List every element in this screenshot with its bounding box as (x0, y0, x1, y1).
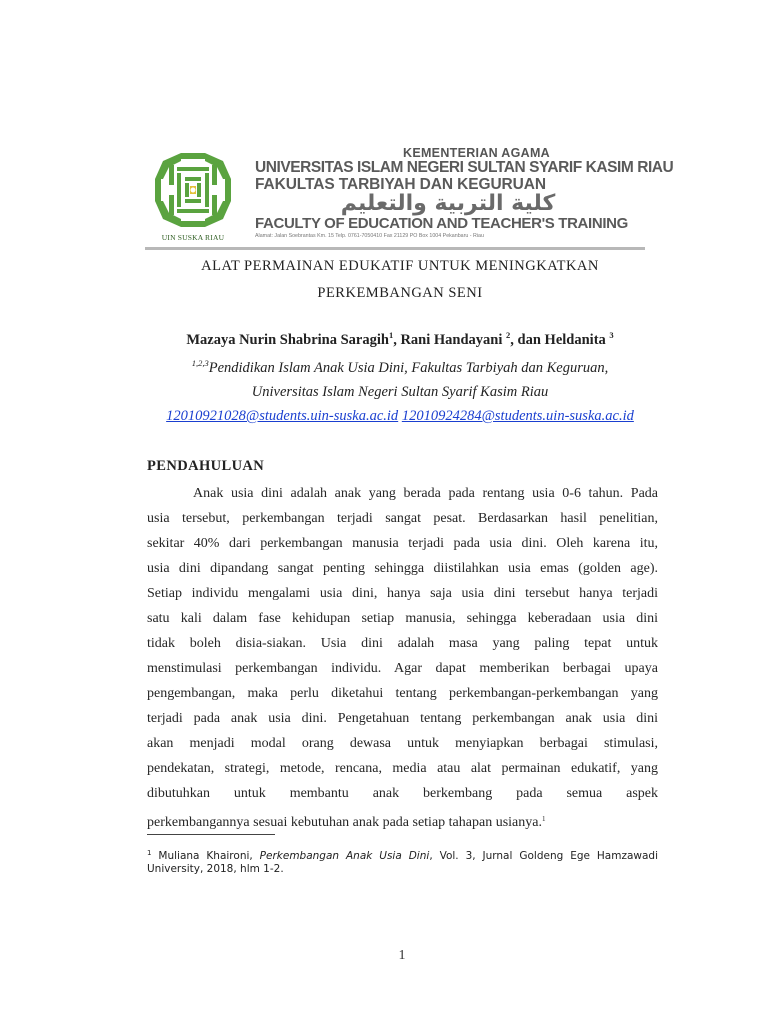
paper-title-line-1: ALAT PERMAINAN EDUKATIF UNTUK MENINGKATKAN (201, 258, 599, 274)
letterhead-divider (145, 247, 645, 250)
author-name: Rani Handayani (400, 331, 507, 348)
affiliation-line-1 (100, 358, 700, 377)
author-name: Mazaya Nurin Shabrina Saragih (186, 331, 389, 348)
footnote-reference[interactable]: 1 (541, 815, 546, 823)
email-list (100, 408, 700, 425)
footnote-author: Muliana Khaironi, (151, 850, 260, 862)
letterhead (145, 145, 674, 248)
footnote-line-2: University, 2018, hlm 1-2. (147, 863, 284, 875)
faculty-name-english: FACULTY OF EDUCATION AND TEACHER'S TRAINING (255, 215, 628, 232)
body-line: pendekatan, strategi, metode, rencana, media atau alat permainan edukatif, yang (147, 761, 658, 776)
body-line: pengembangan, maka perlu diketahui tentang perkembangan-perkembangan yang (147, 686, 658, 701)
affiliation-line-2: Universitas Islam Negeri Sultan Syarif Kasim Riau (251, 384, 549, 400)
body-line-text: perkembangannya sesuai kebutuhan anak pada setiap tahapan usianya. (147, 815, 542, 830)
body-line-last (147, 809, 658, 829)
author-sup: 3 (609, 330, 614, 340)
footnote-separator (147, 834, 275, 835)
affiliation-text: Pendidikan Islam Anak Usia Dini, Fakultas Tarbiyah dan Keguruan, (208, 359, 609, 376)
body-line: usia dini dipandang sangat penting sehingga diistilahkan usia emas (golden age). (147, 561, 658, 576)
body-line: dibutuhkan untuk membantu anak berkembang pada semua aspek (147, 786, 658, 801)
university-logo (145, 149, 241, 244)
footnote-book-title: Perkembangan Anak Usia Dini (259, 850, 430, 862)
email-link-1[interactable]: 12010921028@students.uin-suska.ac.id (166, 408, 399, 424)
footnote-details: , Vol. 3, Jurnal Goldeng Ege Hamzawadi (429, 850, 659, 862)
author-separator: , dan (510, 331, 545, 348)
faculty-name-arabic: كلية التربية والتعليم (340, 191, 556, 216)
body-line: usia tersebut, perkembangan terjadi sangat pesat. Berdasarkan hasil penelitian, (147, 511, 658, 526)
faculty-name: FAKULTAS TARBIYAH DAN KEGURUAN (255, 176, 546, 193)
faculty-address: Alamat: Jalan Soebrantas Km. 15 Telp. 0761-7050410 Fax 21129 PO Box 1004 Pekanbaru - Riau (255, 233, 484, 239)
author-sup: 2 (506, 330, 511, 340)
page-number: 1 (398, 948, 406, 963)
author-list (100, 330, 700, 349)
paper-title-line-2: PERKEMBANGAN SENI (317, 285, 483, 301)
footnote-number: 1 (147, 849, 152, 857)
email-link-2[interactable]: 12010924284@students.uin-suska.ac.id (401, 408, 634, 424)
body-line: Setiap individu mengalami usia dini, hanya saja usia dini tersebut hanya terjadi (147, 586, 658, 601)
section-heading: PENDAHULUAN (147, 458, 265, 474)
ministry-name: KEMENTERIAN AGAMA (403, 146, 550, 160)
logo-caption: UIN SUSKA RIAU (161, 233, 225, 242)
author-separator: , (393, 331, 401, 348)
university-emblem-icon (151, 149, 235, 231)
affiliation-sup: 1,2,3 (191, 358, 209, 368)
body-line: satu kali dalam fase kehidupan setiap manusia, sehingga keberadaan usia dini (147, 611, 658, 626)
body-line: akan menjadi modal orang dewasa untuk menyiapkan berbagai stimulasi, (147, 736, 658, 751)
body-line: sekitar 40% dari perkembangan manusia terjadi pada usia dini. Oleh karena itu, (147, 536, 658, 551)
university-name: UNIVERSITAS ISLAM NEGERI SULTAN SYARIF KASIM RIAU (255, 159, 674, 176)
body-line: menstimulasi perkembangan individu. Agar dapat memberikan berbagai upaya (147, 661, 658, 676)
body-line: Anak usia dini adalah anak yang berada pada rentang usia 0-6 tahun. Pada (193, 486, 658, 501)
author-name: Heldanita (544, 331, 610, 348)
author-sup: 1 (388, 330, 394, 340)
body-line: tidak boleh disia-siakan. Usia dini adalah masa yang paling tepat untuk (147, 636, 658, 651)
body-line: terjadi pada anak usia dini. Pengetahuan tentang perkembangan anak usia dini (147, 711, 658, 726)
